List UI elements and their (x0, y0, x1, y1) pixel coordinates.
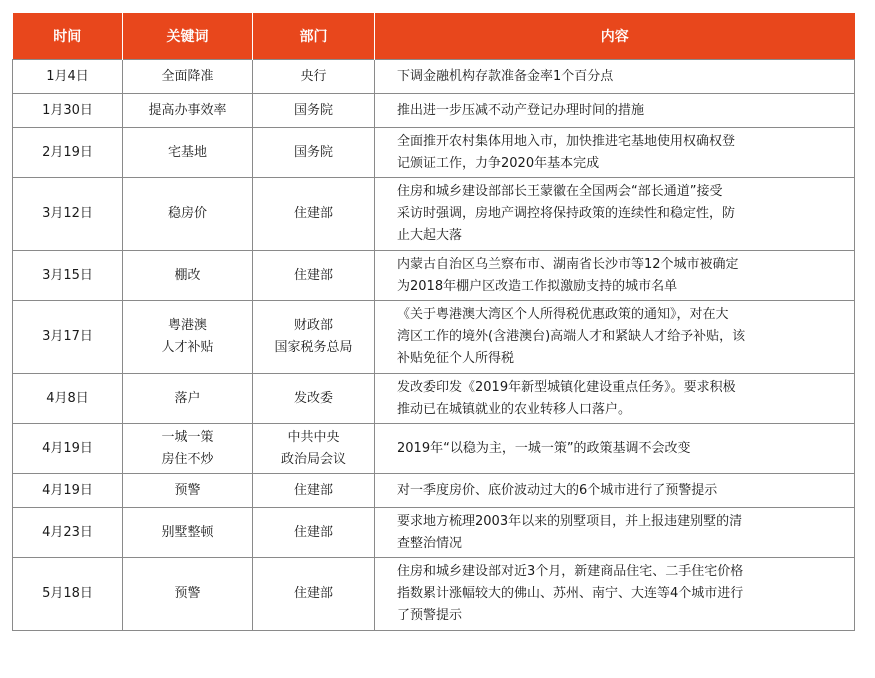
content-line: 发改委印发《2019年新型城镇化建设重点任务》。要求积极 (397, 379, 736, 395)
department-cell (253, 374, 375, 424)
department-line: 国务院 (293, 144, 333, 160)
keyword-cell (123, 178, 253, 251)
content-line: 查整治情况 (397, 535, 463, 551)
keyword-cell (123, 558, 253, 631)
content-cell (375, 60, 855, 94)
date-cell: 3月17日 (13, 301, 123, 374)
content-cell (375, 178, 855, 251)
table-row (13, 301, 855, 374)
table-body (13, 60, 855, 631)
keyword-cell (123, 374, 253, 424)
table-row (13, 128, 855, 178)
keyword-line: 粤港澳 (167, 318, 207, 333)
department-cell (253, 60, 375, 94)
keyword-line: 落户 (174, 390, 201, 406)
department-cell (253, 558, 375, 631)
date-cell: 2月19日 (13, 128, 123, 178)
content-line: 记颁证工作，力争2020年基本完成 (397, 155, 600, 171)
keyword-line: 提高办事效率 (148, 102, 227, 118)
content-line: 湾区工作的境外(含港澳台)高端人才和紧缺人才给予补贴，该 (397, 329, 746, 344)
table-row (13, 424, 855, 474)
department-line: 财政部 (293, 318, 333, 333)
policy-table (12, 13, 855, 631)
table-row (13, 374, 855, 424)
keyword-line: 一城一策 (161, 429, 214, 445)
policy-table-wrapper (12, 13, 854, 631)
keyword-cell (123, 301, 253, 374)
department-cell (253, 251, 375, 301)
department-cell (253, 508, 375, 558)
department-cell (253, 424, 375, 474)
content-line: 了预警提示 (397, 608, 463, 623)
content-cell (375, 94, 855, 128)
content-cell (375, 474, 855, 508)
date-cell: 4月23日 (13, 508, 123, 558)
keyword-line: 棚改 (174, 267, 201, 283)
content-line: 全面推开农村集体用地入市，加快推进宅基地使用权确权登 (397, 133, 736, 149)
header-keyword: 关键词 (123, 13, 253, 60)
keyword-line: 宅基地 (167, 144, 207, 160)
keyword-cell (123, 94, 253, 128)
header-content: 内容 (375, 13, 855, 60)
keyword-line: 稳房价 (167, 206, 207, 221)
content-line: 内蒙古自治区乌兰察布市、湖南省长沙市等12个城市被确定 (397, 256, 739, 272)
content-line: 住房和城乡建设部部长王蒙徽在全国两会“部长通道”接受 (397, 184, 723, 199)
content-cell (375, 558, 855, 631)
table-row (13, 474, 855, 508)
department-line: 国务院 (293, 102, 333, 118)
date-cell: 4月19日 (13, 424, 123, 474)
department-line: 央行 (300, 68, 327, 84)
department-line: 住建部 (293, 586, 333, 601)
keyword-cell (123, 508, 253, 558)
content-line: 住房和城乡建设部对近3个月，新建商品住宅、二手住宅价格 (397, 564, 744, 579)
content-cell (375, 301, 855, 374)
department-cell (253, 301, 375, 374)
department-line: 中共中央 (287, 429, 340, 445)
content-line: 止大起大落 (397, 228, 463, 243)
content-cell (375, 508, 855, 558)
content-line: 推动已在城镇就业的农业转移人口落户。 (397, 401, 632, 417)
department-cell (253, 94, 375, 128)
department-line: 住建部 (293, 524, 333, 540)
department-line: 住建部 (293, 482, 333, 498)
table-row (13, 508, 855, 558)
content-cell (375, 374, 855, 424)
content-line: 2019年“以稳为主，一城一策”的政策基调不会改变 (397, 440, 691, 456)
department-line: 住建部 (293, 206, 333, 221)
content-line: 采访时强调，房地产调控将保持政策的连续性和稳定性，防 (397, 206, 736, 221)
date-cell: 4月19日 (13, 474, 123, 508)
keyword-line: 预警 (174, 586, 201, 601)
department-line: 政治局会议 (280, 451, 346, 467)
content-line: 指数累计涨幅较大的佛山、苏州、南宁、大连等4个城市进行 (397, 586, 744, 601)
table-row (13, 558, 855, 631)
date-cell: 4月8日 (13, 374, 123, 424)
header-department: 部门 (253, 13, 375, 60)
keyword-cell (123, 424, 253, 474)
table-row (13, 251, 855, 301)
keyword-line: 预警 (174, 482, 201, 498)
table-row (13, 94, 855, 128)
keyword-cell (123, 474, 253, 508)
date-cell: 1月4日 (13, 60, 123, 94)
content-cell (375, 424, 855, 474)
department-line: 发改委 (293, 390, 333, 406)
content-line: 对一季度房价、底价波动过大的6个城市进行了预警提示 (397, 482, 718, 498)
keyword-cell (123, 60, 253, 94)
header-date: 时间 (13, 13, 123, 60)
content-line: 下调金融机构存款准备金率1个百分点 (397, 68, 614, 84)
department-cell (253, 128, 375, 178)
keyword-line: 人才补贴 (161, 340, 214, 355)
keyword-cell (123, 251, 253, 301)
keyword-line: 房住不炒 (161, 451, 214, 467)
content-line: 《关于粤港澳大湾区个人所得税优惠政策的通知》，对在大 (397, 307, 729, 322)
content-line: 推出进一步压减不动产登记办理时间的措施 (397, 102, 645, 118)
content-line: 补贴免征个人所得税 (397, 351, 515, 366)
keyword-line: 全面降准 (161, 68, 214, 84)
date-cell: 5月18日 (13, 558, 123, 631)
table-header-row (13, 13, 855, 60)
keyword-cell (123, 128, 253, 178)
table-row (13, 178, 855, 251)
table-row (13, 60, 855, 94)
date-cell: 3月12日 (13, 178, 123, 251)
keyword-line: 别墅整顿 (161, 524, 214, 540)
content-line: 为2018年棚户区改造工作拟激励支持的城市名单 (397, 278, 678, 294)
content-line: 要求地方梳理2003年以来的别墅项目，并上报违建别墅的清 (397, 513, 743, 529)
department-cell (253, 178, 375, 251)
date-cell: 1月30日 (13, 94, 123, 128)
content-cell (375, 128, 855, 178)
department-line: 国家税务总局 (274, 340, 353, 355)
content-cell (375, 251, 855, 301)
department-cell (253, 474, 375, 508)
department-line: 住建部 (293, 267, 333, 283)
date-cell: 3月15日 (13, 251, 123, 301)
